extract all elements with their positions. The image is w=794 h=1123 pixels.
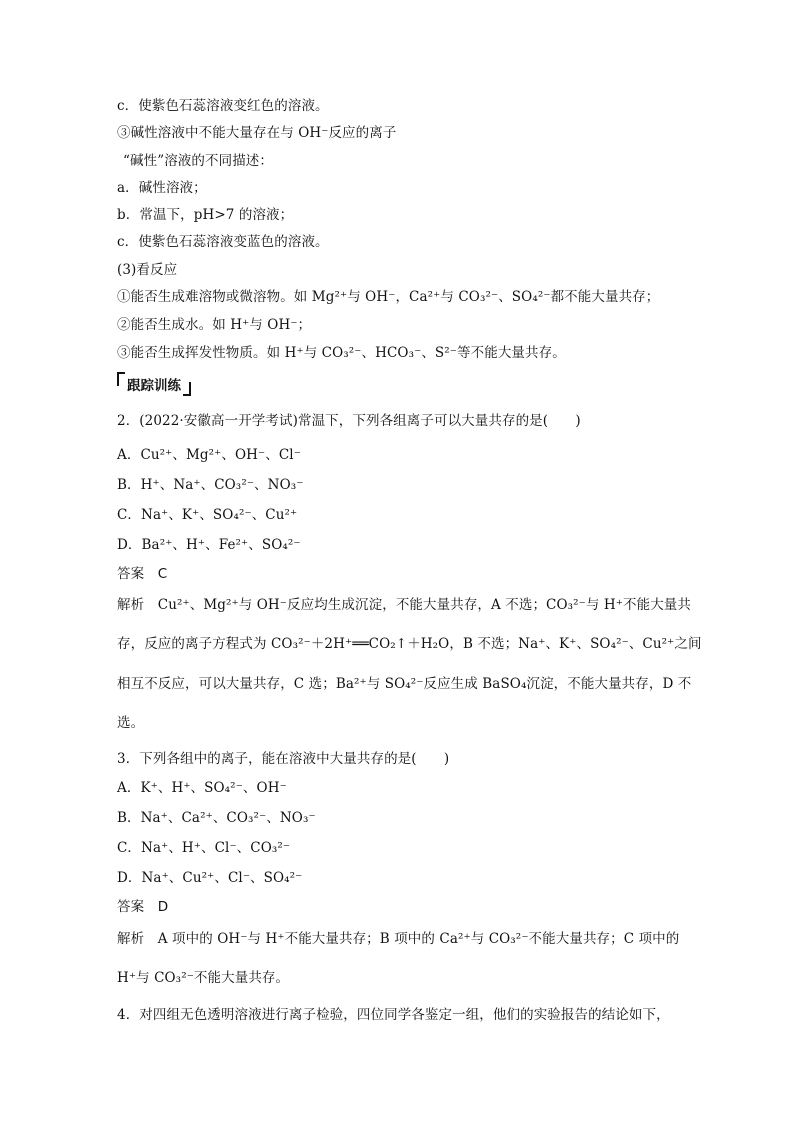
question-stem: 2．(2022·安徽高一开学考试)常温下，下列各组离子可以大量共存的是( ) bbox=[117, 413, 581, 429]
question-stem: 4．对四组无色透明溶液进行离子检验，四位同学各鉴定一组，他们的实验报告的结论如下， bbox=[117, 1007, 670, 1023]
text-line: ②能否生成水。如 H⁺与 OH⁻； bbox=[117, 317, 312, 333]
answer: 答案 C bbox=[117, 566, 168, 582]
text-line: “碱性”溶液的不同描述： bbox=[123, 153, 274, 169]
analysis-line: 解析 A 项中的 OH⁻与 H⁺不能大量共存；B 项中的 Ca²⁺与 CO₃²⁻不能大量共存；C 项中的 bbox=[117, 931, 680, 947]
option-a: A．Cu²⁺、Mg²⁺、OH⁻、Cl⁻ bbox=[117, 447, 301, 463]
analysis-line: 选。 bbox=[117, 715, 145, 731]
option-b: B．Na⁺、Ca²⁺、CO₃²⁻、NO₃⁻ bbox=[117, 810, 316, 826]
option-a: A．K⁺、H⁺、SO₄²⁻、OH⁻ bbox=[117, 780, 287, 796]
analysis-line: 解析 Cu²⁺、Mg²⁺与 OH⁻反应均生成沉淀，不能大量共存，A 不选；CO₃²⁻与 H⁺不能大量共 bbox=[117, 597, 691, 613]
text-line: a．碱性溶液； bbox=[117, 180, 207, 196]
option-d: D．Ba²⁺、H⁺、Fe²⁺、SO₄²⁻ bbox=[117, 537, 301, 553]
answer: 答案 D bbox=[117, 899, 169, 915]
option-c: C．Na⁺、K⁺、SO₄²⁻、Cu²⁺ bbox=[117, 507, 298, 523]
option-b: B．H⁺、Na⁺、CO₃²⁻、NO₃⁻ bbox=[117, 477, 304, 493]
text-line: (3)看反应 bbox=[117, 262, 178, 278]
text-line: b．常温下，pH>7 的溶液； bbox=[117, 207, 294, 223]
text-line: c．使紫色石蕊溶液变红色的溶液。 bbox=[117, 98, 329, 114]
text-line: c．使紫色石蕊溶液变蓝色的溶液。 bbox=[117, 234, 329, 250]
option-d: D．Na⁺、Cu²⁺、Cl⁻、SO₄²⁻ bbox=[117, 870, 303, 886]
text-line: ③碱性溶液中不能大量存在与 OH⁻反应的离子 bbox=[117, 125, 397, 141]
option-c: C．Na⁺、H⁺、Cl⁻、CO₃²⁻ bbox=[117, 840, 291, 856]
section-title: 跟踪训练 bbox=[117, 372, 191, 396]
text-line: ③能否生成挥发性物质。如 H⁺与 CO₃²⁻、HCO₃⁻、S²⁻等不能大量共存。 bbox=[117, 345, 566, 361]
analysis-line: 存，反应的离子方程式为 CO₃²⁻＋2H⁺══CO₂↑＋H₂O，B 不选；Na⁺、K⁺、SO₄²⁻、Cu²⁺之间 bbox=[117, 636, 702, 652]
question-stem: 3．下列各组中的离子，能在溶液中大量共存的是( ) bbox=[117, 751, 450, 767]
analysis-line: H⁺与 CO₃²⁻不能大量共存。 bbox=[117, 970, 290, 986]
analysis-line: 相互不反应，可以大量共存，C 选；Ba²⁺与 SO₄²⁻反应生成 BaSO₄沉淀，不能大量共存，D 不 bbox=[117, 676, 692, 692]
text-line: ①能否生成难溶物或微溶物。如 Mg²⁺与 OH⁻，Ca²⁺与 CO₃²⁻、SO₄²⁻都不能大量共存； bbox=[117, 289, 660, 305]
